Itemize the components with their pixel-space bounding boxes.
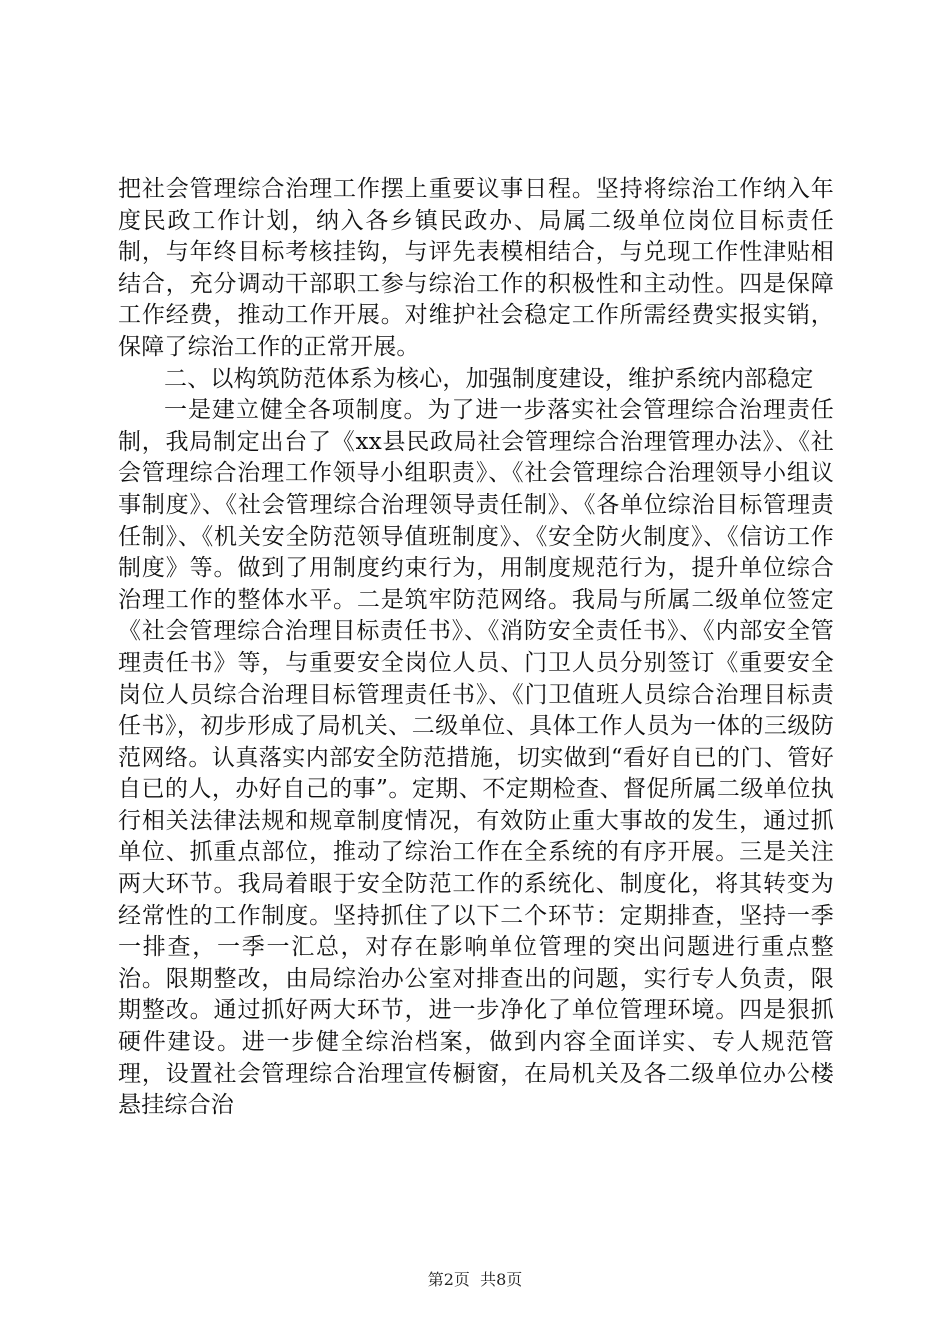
- page-footer: [0, 1267, 950, 1290]
- section-heading-2: 二、以构筑防范体系为核心，加强制度建设，维护系统内部稳定: [164, 365, 814, 392]
- paragraph-1: 把社会管理综合治理工作摆上重要议事日程。坚持将综治工作纳入年度民政工作计划，纳入各乡镇民政办、局属二级单位岗位目标责任制，与年终目标考核挂钩，与评先表模相结合，与兑现工作性津贴相结合，充分调动干部职工参与综治工作的积极性和主动性。四是保障工作经费，推动工作开展。对维护社会稳定工作所需经费实报实销，保障了综治工作的正常开展。: [118, 176, 834, 360]
- page-number: 第2页 共8页: [427, 1270, 523, 1289]
- document-body: [118, 174, 834, 1122]
- paragraph-3: 一是建立健全各项制度。为了进一步落实社会管理综合治理责任制，我局制定出台了《xx县民政局社会管理综合治理管理办法》、《社会管理综合治理工作领导小组职责》、《社会管理综合治理领导小组议事制度》、《社会管理综合治理领导责任制》、《各单位综治目标管理责任制》、《机关安全防范领导值班制度》、《安全防火制度》、《信访工作制度》等。做到了用制度约束行为，用制度规范行为，提升单位综合治理工作的整体水平。二是筑牢防范网络。我局与所属二级单位签定《社会管理综合治理目标责任书》、《消防安全责任书》、《内部安全管理责任书》等，与重要安全岗位人员、门卫人员分别签订《重要安全岗位人员综合治理目标管理责任书》、《门卫值班人员综合治理目标责任书》，初步形成了局机关、二级单位、具体工作人员为一体的三级防范网络。认真落实内部安全防范措施，切实做到“看好自已的门、管好自已的人，办好自己的事”。定期、不定期检查、督促所属二级单位执行相关法律法规和规章制度情况，有效防止重大事故的发生，通过抓单位、抓重点部位，推动了综治工作在全系统的有序开展。三是关注两大环节。我局着眼于安全防范工作的系统化、制度化，将其转变为经常性的工作制度。坚持抓住了以下二个环节：定期排查，坚持一季一排查，一季一汇总，对存在影响单位管理的突出问题进行重点整治。限期整改，由局综治办公室对排查出的问题，实行专人负责，限期整改。通过抓好两大环节，进一步净化了单位管理环境。四是狠抓硬件建设。进一步健全综治档案，做到内容全面详实、专人规范管理，设置社会管理综合治理宣传橱窗，在局机关及各二级单位办公楼悬挂综合治: [118, 397, 834, 1119]
